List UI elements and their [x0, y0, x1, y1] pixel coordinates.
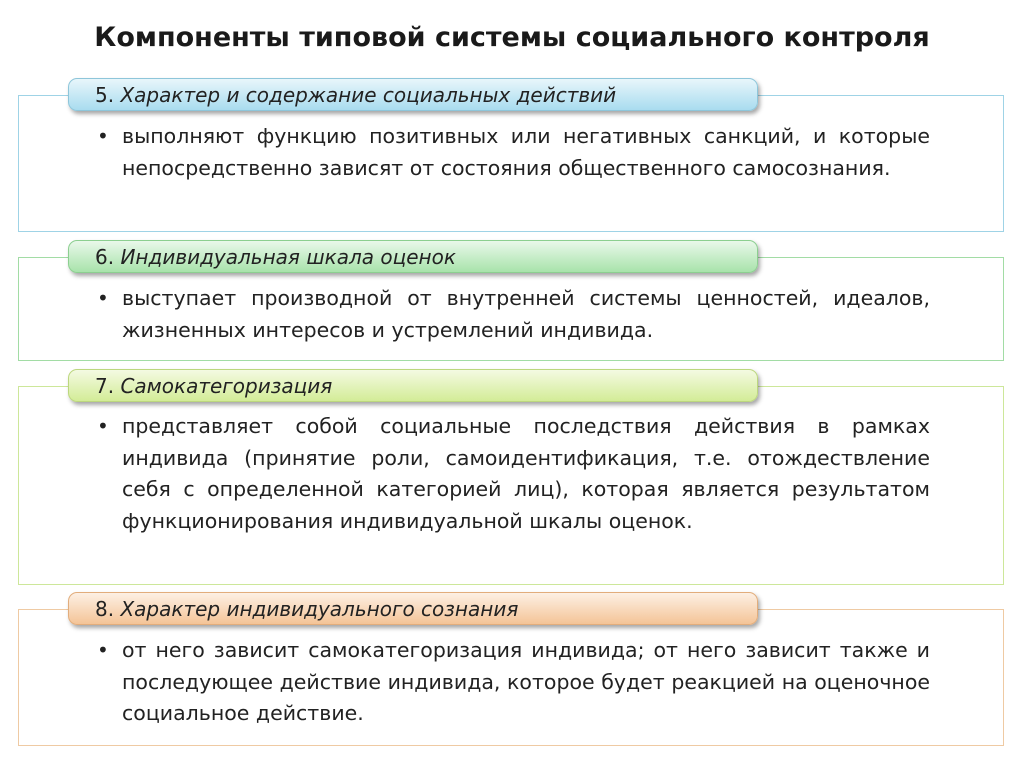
- component-header: [68, 369, 758, 402]
- component-header: [68, 78, 758, 111]
- component-header: [68, 240, 758, 273]
- component-number: 7.: [95, 373, 115, 398]
- component-number: 8.: [95, 596, 115, 621]
- component-header: [68, 592, 758, 625]
- component-label: Самокатегоризация: [120, 373, 333, 398]
- bullet-icon: •: [97, 286, 109, 310]
- component-description: выполняют функцию позитивных или негативных санкций, и которые непосредственно зависят от состояния общественного самосознания.: [122, 124, 930, 180]
- component-number: 5.: [95, 82, 115, 107]
- bullet-icon: •: [97, 638, 109, 662]
- bullet-icon: •: [97, 414, 109, 438]
- page-title: Компоненты типовой системы социального контроля: [94, 22, 930, 53]
- component-label: Характер индивидуального сознания: [120, 596, 519, 621]
- component-description: представляет собой социальные последствия действия в рамках индивида (принятие роли, самоидентификация, т.е. отождествление себя с определенной категорией лиц), которая является результатом функционирования индивидуальной шкалы оценок.: [122, 414, 930, 533]
- component-number: 6.: [95, 244, 115, 269]
- bullet-icon: •: [97, 124, 109, 148]
- component-description: от него зависит самокатегоризация индивида; от него зависит также и последующее действие индивида, которое будет реакцией на оценочное социальное действие.: [122, 638, 930, 725]
- component-description: выступает производной от внутренней системы ценностей, идеалов, жизненных интересов и устремлений индивида.: [122, 286, 930, 342]
- component-label: Характер и содержание социальных действий: [120, 82, 617, 107]
- component-label: Индивидуальная шкала оценок: [120, 244, 456, 269]
